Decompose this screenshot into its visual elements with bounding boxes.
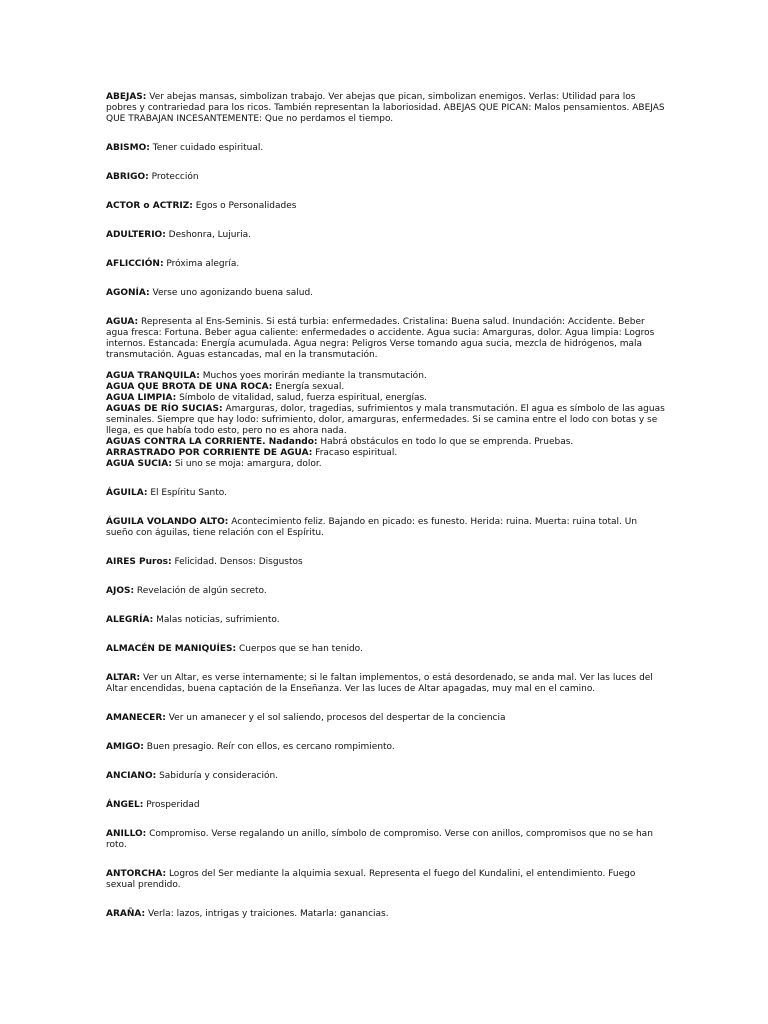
entry-afliccion — [106, 259, 666, 270]
entry-definition: Representa al Ens-Seminis. Si está turbia: enfermedades. Cristalina: Buena salud. Inundación: Accidente. Beber agua fresca: Fortuna. Beber agua caliente: enfermedades o accidente. Agua sucia: Amarguras, dolor. Agua limpia: Logros internos. Estancada: Energía acumulada. Agua negra: Peligros Verse tomando agua sucia, mezcla de hidrógenos, mala transmutación. Aguas estancadas, mal en la transmutación. — [106, 317, 655, 360]
entry-term: ARRASTRADO POR CORRIENTE DE AGUA: — [106, 448, 313, 458]
entry-agua-roca — [106, 382, 666, 393]
entry-actor — [106, 201, 666, 212]
entry-term: AGUAS DE RÍO SUCIAS: — [106, 404, 223, 414]
entry-definition: El Espíritu Santo. — [147, 488, 227, 498]
entry-anillo — [106, 829, 666, 851]
entry-term: AIRES Puros: — [106, 557, 172, 567]
entry-definition: Sabiduría y consideración. — [156, 771, 279, 781]
entry-aguas-contra-corriente — [106, 437, 666, 448]
entry-alegria — [106, 615, 666, 626]
entry-term: ANILLO: — [106, 829, 147, 839]
entry-definition: Acontecimiento feliz. Bajando en picado: es funesto. Herida: ruina. Muerta: ruina total. Un sueño con águilas, tiene relación con el Espíritu. — [106, 517, 638, 538]
entry-aguila-volando — [106, 517, 666, 539]
entry-term: AJOS: — [106, 586, 135, 596]
entry-definition: Malas noticias, sufrimiento. — [153, 615, 280, 625]
entry-term: ANCIANO: — [106, 771, 157, 781]
entry-term: AGONÍA: — [106, 288, 150, 298]
entry-agua-tranquila — [106, 371, 666, 382]
entry-term: ALTAR: — [106, 673, 141, 683]
entry-definition: Deshonra, Lujuria. — [165, 230, 252, 240]
entry-definition: Habrá obstáculos en todo lo que se emprenda. Pruebas. — [317, 437, 574, 447]
entry-term: AFLICCIÓN: — [106, 259, 164, 269]
entry-arrastrado — [106, 448, 666, 459]
entry-definition: Verse uno agonizando buena salud. — [149, 288, 314, 298]
entry-altar — [106, 673, 666, 695]
entry-term: ABISMO: — [106, 143, 150, 153]
entry-term: ABRIGO: — [106, 172, 149, 182]
entry-abejas — [106, 92, 666, 125]
entry-aguila — [106, 488, 666, 499]
entry-amanecer — [106, 713, 666, 724]
entry-definition: Si uno se moja: amargura, dolor. — [171, 459, 322, 469]
entry-term: AMIGO: — [106, 742, 144, 752]
entry-definition: Felicidad. Densos: Disgustos — [171, 557, 303, 567]
entry-term: ALEGRÍA: — [106, 615, 154, 625]
entry-definition: Energía sexual. — [272, 382, 345, 392]
entry-agua-limpia — [106, 393, 666, 404]
entry-definition: Buen presagio. Reír con ellos, es cercano rompimiento. — [143, 742, 395, 752]
entry-term: ANTORCHA: — [106, 869, 167, 879]
entry-term: ADULTERIO: — [106, 230, 166, 240]
entry-definition: Protección — [148, 172, 199, 182]
entry-definition: Fracaso espiritual. — [312, 448, 398, 458]
entry-anciano — [106, 771, 666, 782]
entry-term: ÁGUILA VOLANDO ALTO: — [106, 517, 229, 527]
entry-antorcha — [106, 869, 666, 891]
entry-definition: Compromiso. Verse regalando un anillo, símbolo de compromiso. Verse con anillos, compromisos que no se han roto. — [106, 829, 653, 850]
entry-definition: Amarguras, dolor, tragedias, sufrimientos y mala transmutación. El agua es símbolo de las aguas seminales. Siempre que hay lodo: sufrimiento, dolor, amarguras, enfermedades. Si se camina entre el lodo con botas y se llega, es que había todo esto, pero no es ahora nada. — [106, 404, 665, 436]
entry-term: AGUA SUCIA: — [106, 459, 172, 469]
entry-term: ABEJAS: — [106, 92, 147, 102]
entry-definition: Cuerpos que se han tenido. — [236, 644, 363, 654]
entry-agonia — [106, 288, 666, 299]
document-page — [106, 92, 666, 920]
entry-agua-sucia — [106, 459, 666, 470]
entry-definition: Muchos yoes morirán mediante la transmutación. — [199, 371, 427, 381]
entry-definition: Revelación de algún secreto. — [134, 586, 267, 596]
entry-term: AGUA QUE BROTA DE UNA ROCA: — [106, 382, 273, 392]
entry-term: ÁNGEL: — [106, 800, 144, 810]
entry-definition: Símbolo de vitalidad, salud, fuerza espiritual, energías. — [176, 393, 428, 403]
entry-term: AGUA LIMPIA: — [106, 393, 177, 403]
entry-arana — [106, 909, 666, 920]
entry-aguas-rio-sucias — [106, 404, 666, 437]
entry-term: ALMACÉN DE MANIQUÍES: — [106, 644, 237, 654]
entry-term: AGUAS CONTRA LA CORRIENTE. Nadando: — [106, 437, 318, 447]
entry-amigo — [106, 742, 666, 753]
entry-definition: Logros del Ser mediante la alquimia sexual. Representa el fuego del Kundalini, el entendimiento. Fuego sexual prendido. — [106, 869, 636, 890]
entry-definition: Próxima alegría. — [163, 259, 240, 269]
entry-almacen — [106, 644, 666, 655]
entry-term: AGUA: — [106, 317, 139, 327]
entry-term: ÁGUILA: — [106, 488, 148, 498]
entry-ajos — [106, 586, 666, 597]
entry-term: AGUA TRANQUILA: — [106, 371, 200, 381]
entry-adulterio — [106, 230, 666, 241]
entry-term: AMANECER: — [106, 713, 166, 723]
entry-term: ARAÑA: — [106, 909, 146, 919]
entry-definition: Ver abejas mansas, simbolizan trabajo. Ver abejas que pican, simbolizan enemigos. Verlas: Utilidad para los pobres y contrariedad para los ricos. También representan la laboriosidad. ABEJAS QUE PICAN: Malos pensamientos. ABEJAS QUE TRABAJAN INCESANTEMENTE: Que no perdamos el tiempo. — [106, 92, 665, 124]
entry-agua — [106, 317, 666, 361]
entry-definition: Ver un amanecer y el sol saliendo, procesos del despertar de la conciencia — [165, 713, 506, 723]
entry-definition: Tener cuidado espiritual. — [149, 143, 264, 153]
entry-definition: Egos o Personalidades — [192, 201, 297, 211]
entry-definition: Prosperidad — [143, 800, 200, 810]
entry-abrigo — [106, 172, 666, 183]
entry-term: ACTOR o ACTRIZ: — [106, 201, 193, 211]
entry-definition: Verla: lazos, intrigas y traiciones. Matarla: ganancias. — [145, 909, 389, 919]
entry-angel — [106, 800, 666, 811]
entry-aires — [106, 557, 666, 568]
entry-definition: Ver un Altar, es verse internamente; si le faltan implementos, o está desordenado, se anda mal. Ver las luces del Altar encendidas, buena captación de la Enseñanza. Ver las luces de Altar apagadas, muy mal en el camino. — [106, 673, 653, 694]
entry-abismo — [106, 143, 666, 154]
